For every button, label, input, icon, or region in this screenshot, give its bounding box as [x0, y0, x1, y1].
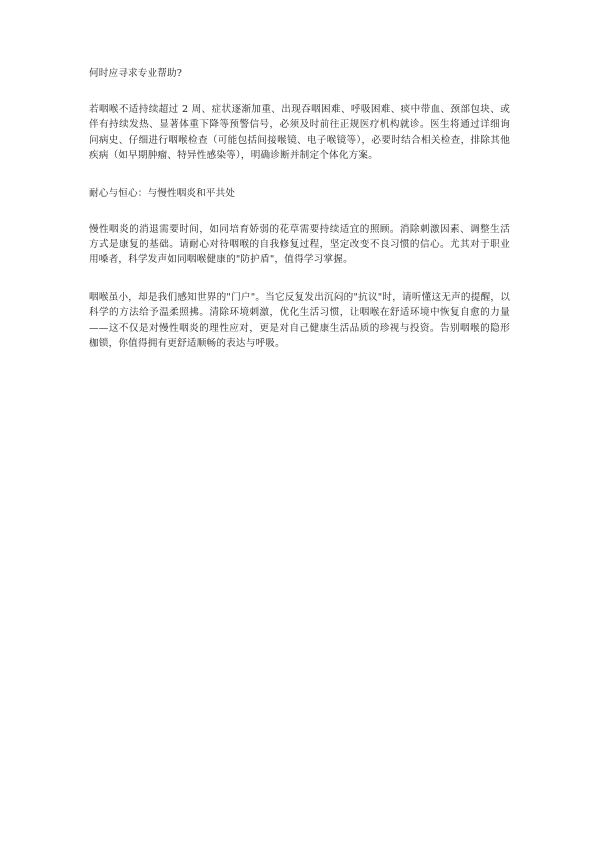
section-heading-patience: 耐心与恒心：与慢性咽炎和平共处: [89, 187, 236, 199]
section-paragraph-seek-help: 若咽喉不适持续超过 2 周、症状逐渐加重、出现吞咽困难、呼吸困难、痰中带血、颈部包块、或伴有持续发热、显著体重下降等预警信号，必须及时前往正规医疗机构就诊。医生将通过详细询问病史、仔细进行咽喉检查（可能包括间接喉镜、电子喉镜等），必要时结合相关检查，排除其他疾病（如早期肿瘤、特异性感染等），明确诊断并制定个体化方案。: [89, 104, 510, 162]
section-paragraph-conclusion: 咽喉虽小，却是我们感知世界的"门户"。当它反复发出沉闷的"抗议"时，请听懂这无声的提醒，以科学的方法给予温柔照拂。清除环境刺激，优化生活习惯，让咽喉在舒适环境中恢复自愈的力量——这不仅是对慢性咽炎的理性应对，更是对自己健康生活品质的珍视与投资。告别咽喉的隐形枷锁，你值得拥有更舒适顺畅的表达与呼吸。: [89, 291, 510, 350]
document-body: [89, 66, 510, 351]
section-heading-seek-help: 何时应寻求专业帮助?: [89, 68, 182, 79]
section-paragraph-patience: 慢性咽炎的消退需要时间，如同培育娇弱的花草需要持续适宜的照顾。消除刺激因素、调整生活方式是康复的基础。请耐心对待咽喉的自我修复过程，坚定改变不良习惯的信心。尤其对于职业用嗓者，科学发声如同咽喉健康的"防护盾"，值得学习掌握。: [89, 223, 510, 266]
